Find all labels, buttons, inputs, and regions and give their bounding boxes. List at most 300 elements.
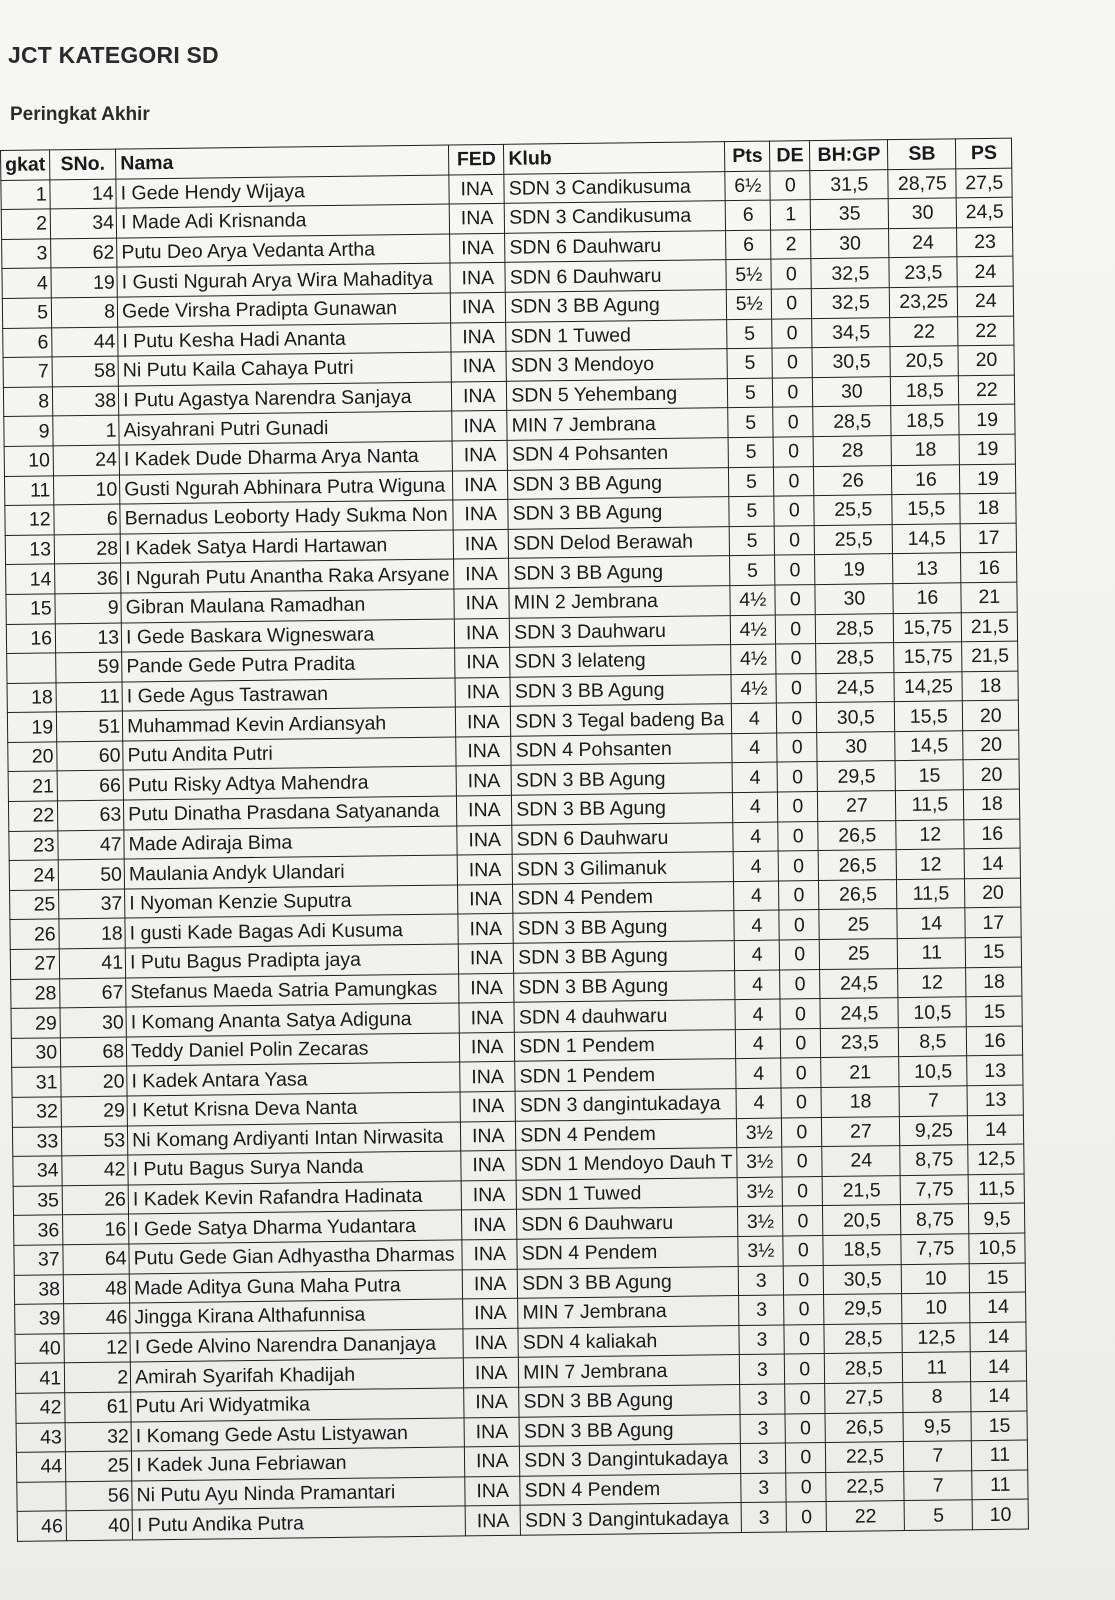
cell-ps: 15 [970,1263,1026,1293]
cell-rank: 30 [11,1038,60,1068]
cell-klub: SDN 3 Dangintukadaya [520,1503,741,1535]
cell-ps: 17 [965,908,1021,938]
document-title: JCT KATEGORI SD [8,42,219,68]
cell-sno: 24 [53,445,119,475]
cell-ps: 18 [966,967,1022,997]
cell-nama: Putu Risky Adtya Mahendra [123,766,456,800]
cell-rank: 5 [2,298,51,328]
cell-sb: 16 [893,583,961,613]
cell-fed: INA [450,233,505,263]
cell-pts: 6½ [725,171,770,201]
cell-rank: 4 [2,268,51,298]
cell-fed: INA [460,1062,515,1092]
cell-rank: 10 [4,446,53,476]
cell-bhgp: 30,5 [824,1264,902,1295]
cell-rank: 16 [6,623,55,653]
cell-bhgp: 30 [811,228,889,259]
cell-pts: 4 [734,881,779,911]
cell-pts: 4 [733,851,778,881]
cell-pts: 4 [734,910,779,940]
cell-nama: I Ketut Krisna Deva Nanta [127,1092,460,1126]
cell-sno: 16 [63,1214,129,1244]
cell-klub: SDN 3 BB Agung [512,793,733,825]
cell-klub: SDN Delod Berawah [508,526,729,558]
cell-bhgp: 26,5 [818,820,896,851]
cell-pts: 3½ [737,1118,782,1148]
cell-de: 0 [784,1265,824,1295]
cell-klub: SDN 3 BB Agung [506,290,727,322]
cell-ps: 16 [964,819,1020,849]
cell-pts: 3 [740,1384,785,1414]
cell-sb: 11 [903,1352,971,1382]
cell-bhgp: 21,5 [822,1175,900,1206]
cell-ps: 19 [959,434,1015,464]
cell-klub: SDN 3 BB Agung [519,1384,740,1416]
cell-ps: 20 [963,700,1019,730]
cell-fed: INA [456,736,511,766]
cell-de: 0 [776,673,816,703]
cell-bhgp: 30 [815,584,893,615]
cell-ps: 24 [957,257,1013,287]
cell-de: 0 [773,377,813,407]
cell-klub: SDN 4 Pohsanten [507,438,728,470]
cell-ps: 21 [961,582,1017,612]
cell-nama: Ni Putu Ayu Ninda Pramantari [132,1477,465,1511]
cell-sb: 14,25 [894,671,962,701]
cell-nama: I Gede Alvino Narendra Dananjaya [130,1329,463,1363]
cell-fed: INA [458,884,513,914]
standings-table [0,138,1029,1542]
cell-nama: I Komang Ananta Satya Adiguna [126,1003,459,1037]
header-fed: FED [449,144,504,174]
cell-pts: 3 [741,1473,786,1503]
cell-fed: INA [465,1476,520,1506]
cell-ps: 19 [959,404,1015,434]
cell-sb: 13 [893,553,961,583]
cell-de: 0 [785,1354,825,1384]
cell-bhgp: 34,5 [812,317,890,348]
cell-bhgp: 25 [819,909,897,940]
cell-nama: I Gede Agus Tastrawan [122,678,455,712]
cell-ps: 24 [958,286,1014,316]
cell-ps: 9,5 [969,1203,1025,1233]
cell-de: 2 [771,229,811,259]
cell-de: 0 [781,1058,821,1088]
header-sno: SNo. [50,149,116,179]
cell-fed: INA [450,263,505,293]
cell-de: 0 [774,525,814,555]
cell-sb: 14,5 [892,524,960,554]
cell-klub: SDN 3 Dauhwaru [510,615,731,647]
cell-ps: 13 [967,1085,1023,1115]
cell-klub: SDN 1 Pendem [515,1029,736,1061]
cell-de: 0 [780,940,820,970]
cell-sb: 10 [902,1293,970,1323]
cell-klub: SDN 4 kaliakah [518,1325,739,1357]
cell-nama: I Gede Baskara Wigneswara [121,618,454,652]
cell-fed: INA [453,470,508,500]
cell-sb: 15 [895,760,963,790]
cell-fed: INA [459,1003,514,1033]
cell-sb: 7,75 [901,1234,969,1264]
cell-de: 0 [782,1147,822,1177]
cell-rank: 23 [9,830,58,860]
cell-klub: SDN 3 dangintukadaya [515,1089,736,1121]
cell-ps: 12,5 [968,1144,1024,1174]
cell-rank: 28 [11,978,60,1008]
cell-nama: Made Aditya Guna Maha Putra [129,1269,462,1303]
cell-de: 0 [774,496,814,526]
cell-bhgp: 22,5 [826,1471,904,1502]
cell-pts: 4 [732,763,777,793]
cell-fed: INA [455,618,510,648]
cell-de: 0 [783,1235,823,1265]
cell-de: 0 [779,910,819,940]
cell-sno: 25 [66,1451,132,1481]
cell-klub: SDN 3 Candikusuma [504,201,725,233]
header-bhgp: BH:GP [810,140,888,171]
cell-pts: 3 [739,1266,784,1296]
cell-ps: 18 [960,493,1016,523]
cell-pts: 3 [741,1443,786,1473]
cell-ps: 11,5 [968,1174,1024,1204]
cell-de: 0 [770,170,810,200]
cell-bhgp: 24,5 [820,998,898,1029]
cell-fed: INA [465,1506,520,1536]
cell-rank: 18 [7,683,56,713]
cell-fed: INA [455,647,510,677]
header-klub: Klub [504,142,725,174]
cell-fed: INA [457,825,512,855]
cell-bhgp: 23,5 [821,1027,899,1058]
cell-sno: 10 [54,475,120,505]
cell-rank: 36 [14,1215,63,1245]
cell-sno: 14 [50,179,116,209]
cell-de: 0 [778,821,818,851]
cell-ps: 14 [970,1292,1026,1322]
cell-pts: 4½ [730,585,775,615]
table-body [1,168,1029,1542]
cell-ps: 11 [972,1440,1028,1470]
cell-sb: 18 [891,435,959,465]
header-pts: Pts [725,141,770,171]
cell-klub: SDN 6 Dauhwaru [505,260,726,292]
cell-klub: SDN 3 BB Agung [509,556,730,588]
cell-ps: 14 [971,1351,1027,1381]
cell-ps: 10,5 [969,1233,1025,1263]
cell-de: 0 [778,792,818,822]
cell-rank [17,1482,66,1512]
cell-sno: 53 [62,1126,128,1156]
cell-rank: 13 [5,535,54,565]
cell-pts: 3 [739,1325,784,1355]
cell-rank [7,653,56,683]
cell-ps: 27,5 [956,168,1012,198]
cell-bhgp: 26 [814,465,892,496]
cell-sb: 8 [903,1382,971,1412]
header-ps: PS [956,138,1012,168]
cell-ps: 13 [967,1055,1023,1085]
standings-table-wrapper [0,138,1029,1542]
cell-fed: INA [461,1180,516,1210]
cell-bhgp: 35 [811,199,889,230]
cell-de: 0 [784,1295,824,1325]
cell-de: 0 [781,1088,821,1118]
cell-pts: 5 [728,437,773,467]
cell-sb: 15,75 [894,612,962,642]
cell-klub: SDN 6 Dauhwaru [517,1207,738,1239]
cell-sb: 15,5 [892,494,960,524]
cell-ps: 20 [963,760,1019,790]
cell-bhgp: 24,5 [816,672,894,703]
cell-pts: 4 [736,1088,781,1118]
cell-sno: 2 [64,1362,130,1392]
cell-nama: Gusti Ngurah Abhinara Putra Wiguna [120,471,453,505]
cell-fed: INA [452,381,507,411]
cell-de: 0 [783,1206,823,1236]
cell-de: 0 [786,1502,826,1532]
cell-rank: 44 [16,1452,65,1482]
cell-ps: 14 [968,1115,1024,1145]
cell-nama: Gede Virsha Pradipta Gunawan [117,293,450,327]
cell-de: 0 [776,644,816,674]
cell-sb: 18,5 [891,405,959,435]
cell-klub: SDN 3 Mendoyo [506,349,727,381]
cell-rank: 42 [16,1393,65,1423]
cell-pts: 4 [735,999,780,1029]
cell-fed: INA [454,588,509,618]
cell-rank: 32 [12,1097,61,1127]
cell-de: 0 [786,1472,826,1502]
cell-pts: 5½ [727,289,772,319]
cell-nama: Amirah Syarifah Khadijah [130,1358,463,1392]
cell-klub: MIN 7 Jembrana [518,1296,739,1328]
cell-de: 0 [771,259,811,289]
cell-sb: 8,75 [900,1145,968,1175]
cell-bhgp: 22 [826,1501,904,1532]
cell-sno: 41 [59,948,125,978]
cell-de: 0 [780,999,820,1029]
cell-sb: 12 [896,819,964,849]
cell-nama: I Kadek Dude Dharma Arya Nanta [119,441,452,475]
cell-bhgp: 26,5 [818,850,896,881]
cell-bhgp: 21 [821,1057,899,1088]
header-de: DE [770,141,810,171]
cell-pts: 3 [740,1414,785,1444]
cell-klub: MIN 7 Jembrana [507,408,728,440]
cell-rank: 6 [3,327,52,357]
cell-sb: 20,5 [890,346,958,376]
cell-nama: Ni Putu Kaila Cahaya Putri [118,352,451,386]
cell-rank: 12 [5,505,54,535]
cell-nama: Ni Komang Ardiyanti Intan Nirwasita [128,1122,461,1156]
cell-ps: 16 [967,1026,1023,1056]
cell-pts: 5 [728,407,773,437]
cell-fed: INA [464,1358,519,1388]
cell-sno: 67 [60,978,126,1008]
cell-sno: 42 [62,1155,128,1185]
cell-sno: 9 [55,593,121,623]
cell-fed: INA [464,1417,519,1447]
cell-ps: 23 [957,227,1013,257]
cell-sno: 30 [60,1007,126,1037]
cell-ps: 20 [958,345,1014,375]
cell-sno: 66 [57,771,123,801]
cell-de: 0 [782,1117,822,1147]
cell-sb: 10,5 [898,997,966,1027]
cell-klub: SDN 4 Pohsanten [511,733,732,765]
cell-rank: 21 [8,771,57,801]
cell-rank: 35 [13,1186,62,1216]
cell-fed: INA [451,351,506,381]
cell-sb: 30 [889,198,957,228]
cell-pts: 5 [728,378,773,408]
cell-nama: Putu Andita Putri [123,737,456,771]
cell-bhgp: 32,5 [812,288,890,319]
cell-bhgp: 18,5 [823,1235,901,1266]
cell-sno: 68 [60,1037,126,1067]
cell-pts: 5 [729,467,774,497]
cell-bhgp: 32,5 [811,258,889,289]
cell-ps: 15 [971,1411,1027,1441]
cell-nama: I Kadek Antara Yasa [127,1062,460,1096]
cell-ps: 17 [960,523,1016,553]
cell-sno: 8 [51,297,117,327]
cell-nama: I Komang Gede Astu Listyawan [131,1417,464,1451]
cell-pts: 4 [733,822,778,852]
cell-rank: 9 [4,416,53,446]
cell-sno: 20 [61,1066,127,1096]
cell-klub: SDN 1 Tuwed [506,319,727,351]
cell-de: 0 [777,703,817,733]
cell-fed: INA [452,440,507,470]
cell-rank: 24 [9,860,58,890]
cell-fed: INA [453,529,508,559]
cell-rank: 40 [15,1334,64,1364]
document-subtitle: Peringkat Akhir [10,104,150,125]
cell-fed: INA [456,766,511,796]
cell-pts: 4 [732,703,777,733]
cell-sb: 16 [892,464,960,494]
cell-sno: 26 [62,1185,128,1215]
cell-de: 0 [775,555,815,585]
cell-bhgp: 25 [820,939,898,970]
cell-de: 0 [772,348,812,378]
cell-klub: SDN 3 BB Agung [514,970,735,1002]
cell-nama: Maulania Andyk Ulandari [124,855,457,889]
cell-fed: INA [463,1298,518,1328]
cell-nama: I Ngurah Putu Anantha Raka Arsyane [121,559,454,593]
cell-fed: INA [457,855,512,885]
cell-pts: 4 [735,970,780,1000]
cell-sb: 12 [896,849,964,879]
cell-ps: 22 [959,375,1015,405]
cell-de: 0 [781,1028,821,1058]
cell-pts: 3½ [737,1177,782,1207]
cell-de: 0 [777,732,817,762]
cell-de: 0 [785,1383,825,1413]
cell-sb: 24 [889,228,957,258]
cell-fed: INA [449,204,504,234]
cell-nama: Pande Gede Putra Pradita [122,648,455,682]
cell-sb: 11,5 [896,790,964,820]
cell-rank: 38 [14,1274,63,1304]
cell-rank: 29 [11,1008,60,1038]
cell-klub: SDN 3 BB Agung [513,911,734,943]
cell-fed: INA [461,1150,516,1180]
cell-sno: 47 [58,830,124,860]
cell-sno: 46 [64,1303,130,1333]
cell-bhgp: 28,5 [824,1323,902,1354]
cell-sb: 14 [897,908,965,938]
cell-sb: 5 [904,1500,972,1530]
cell-sno: 32 [65,1422,131,1452]
cell-klub: SDN 4 Pendem [520,1473,741,1505]
cell-fed: INA [449,174,504,204]
cell-ps: 10 [972,1499,1028,1529]
cell-pts: 5 [727,319,772,349]
cell-bhgp: 30 [817,731,895,762]
cell-nama: I Putu Agastya Narendra Sanjaya [118,382,451,416]
cell-de: 0 [784,1324,824,1354]
cell-rank: 2 [1,209,50,239]
cell-bhgp: 18 [821,1087,899,1118]
cell-ps: 21,5 [962,612,1018,642]
cell-klub: SDN 4 Pendem [516,1118,737,1150]
cell-pts: 6 [726,200,771,230]
cell-rank: 7 [3,357,52,387]
cell-fed: INA [451,292,506,322]
cell-pts: 4 [733,792,778,822]
cell-sb: 10,5 [899,1056,967,1086]
cell-bhgp: 24,5 [820,968,898,999]
cell-fed: INA [459,973,514,1003]
cell-nama: I Kadek Juna Febriawan [132,1447,465,1481]
cell-rank: 11 [4,475,53,505]
cell-nama: I Made Adi Krisnanda [116,204,449,238]
cell-rank: 20 [8,742,57,772]
cell-rank: 46 [17,1511,66,1541]
cell-bhgp: 28,5 [816,643,894,674]
cell-nama: Muhammad Kevin Ardiansyah [122,707,455,741]
cell-de: 0 [780,969,820,999]
cell-sno: 18 [59,918,125,948]
cell-fed: INA [460,1032,515,1062]
cell-ps: 18 [962,671,1018,701]
cell-rank: 33 [12,1126,61,1156]
cell-sno: 50 [58,859,124,889]
cell-fed: INA [451,322,506,352]
cell-nama: I Kadek Satya Hardi Hartawan [120,530,453,564]
cell-nama: Stefanus Maeda Satria Pamungkas [126,974,459,1008]
cell-pts: 3 [739,1295,784,1325]
cell-fed: INA [458,914,513,944]
cell-sb: 23,25 [890,287,958,317]
cell-de: 0 [778,851,818,881]
cell-klub: SDN 3 Dangintukadaya [520,1444,741,1476]
cell-pts: 4½ [731,674,776,704]
cell-pts: 4 [736,1058,781,1088]
cell-rank: 43 [16,1422,65,1452]
header-sb: SB [888,139,956,169]
cell-fed: INA [454,559,509,589]
cell-sno: 60 [57,741,123,771]
cell-de: 0 [772,318,812,348]
cell-sb: 9,25 [900,1115,968,1145]
cell-nama: Putu Ari Widyatmika [131,1388,464,1422]
cell-sb: 9,5 [903,1411,971,1441]
cell-fed: INA [461,1121,516,1151]
